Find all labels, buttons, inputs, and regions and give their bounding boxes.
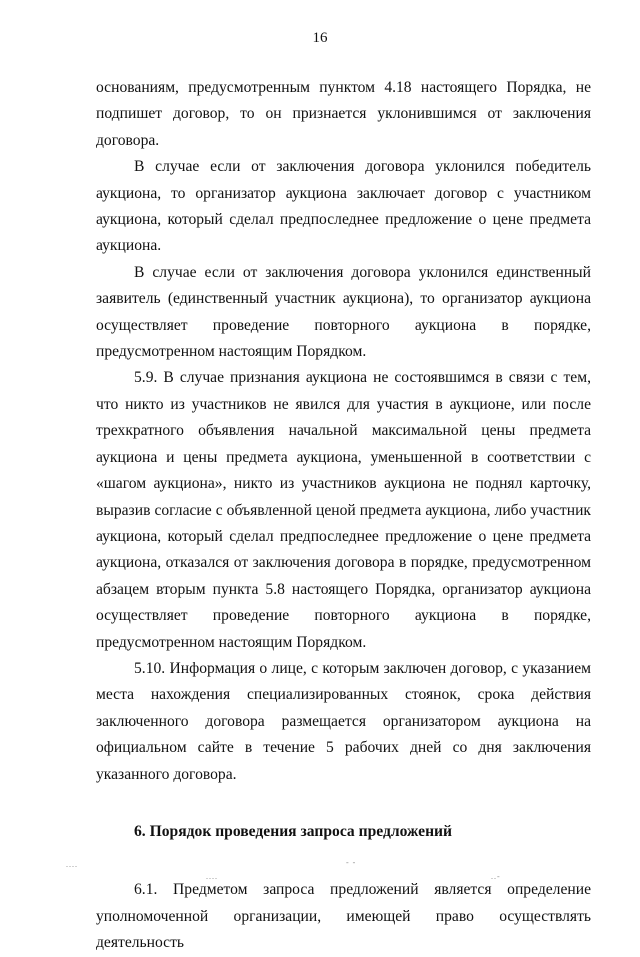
paragraph-5-9: 5.9. В случае признания аукциона не состоявшимся в связи с тем, что никто из участников не явился для участия в аукционе, или после трехкратного объявления начальной максимальной цены предмета аукциона и цены предмета аукциона, уменьшенной в соответствии с «шагом аукциона», никто из участников аукциона не поднял карточку, выразив согласие с объявленной ценой предмета аукциона, либо участник аукциона, который сделал предпоследнее предложение о цене предмета аукциона, отказался от заключения договора в порядке, предусмотренном абзацем вторым пункта 5.8 настоящего Порядка, организатор аукциона осуществляет проведение повторного аукциона в порядке, предусмотренном настоящим Порядком. bbox=[96, 369, 591, 651]
scan-speck: ..- bbox=[491, 872, 501, 881]
section-heading: 6. Порядок проведения запроса предложений bbox=[134, 822, 453, 840]
paragraph-6-1: 6.1. Предметом запроса предложений является определение уполномоченной организации, имеющей право осуществлять деятельность bbox=[96, 881, 591, 952]
paragraph-sole-applicant-evasion: В случае если от заключения договора уклонился единственный заявитель (единственный участник аукциона), то организатор аукциона осуществляет проведение повторного аукциона в порядке, предусмотренном настоящим Порядком. bbox=[96, 263, 591, 361]
paragraph-winner-evasion: В случае если от заключения договора уклонился победитель аукциона, то организатор аукциона заключает договор с участником аукциона, который сделал предпоследнее предложение о цене предмета аукциона. bbox=[96, 158, 591, 255]
document-body bbox=[96, 75, 591, 957]
scan-speck: - - bbox=[346, 858, 357, 867]
paragraph-continuation: основаниям, предусмотренным пунктом 4.18 настоящего Порядка, не подпишет договор, то он признается уклонившимся от заключения договора. bbox=[96, 79, 591, 149]
paragraph-5-10: 5.10. Информация о лице, с которым заключен договор, с указанием места нахождения специализированных стоянок, срока действия заключенного договора размещается организатором аукциона на официальном сайте в течение 5 рабочих дней со дня заключения указанного договора. bbox=[96, 659, 591, 783]
scan-speck: .... bbox=[206, 872, 218, 881]
page-number: 16 bbox=[312, 30, 328, 46]
scan-speck: .... bbox=[66, 860, 78, 869]
